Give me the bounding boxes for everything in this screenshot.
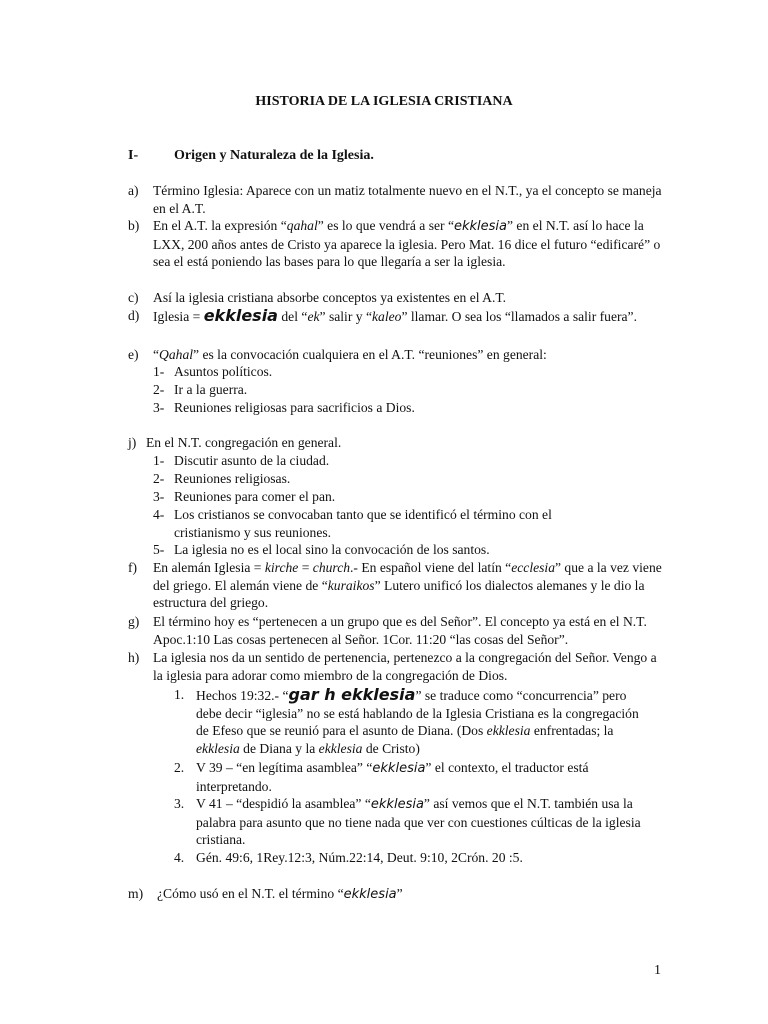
item-text: El término hoy es “pertenecen a un grupo que es del Señor”. El concepto ya está en el N.T. Apoc.1:10 Las cosas pertenecen al Señor. 1Cor. 11:20 “las cosas del Señor”.: [153, 614, 647, 647]
item-marker: g): [128, 614, 140, 629]
item-text: Así la iglesia cristiana absorbe conceptos ya existentes en el A.T.: [153, 290, 507, 305]
item-marker: e): [128, 347, 139, 362]
term-ekklesia: ekklesia: [370, 797, 424, 812]
term-ek: ek: [307, 309, 320, 324]
sub-item: 2- Reuniones religiosas.: [153, 471, 291, 486]
item-text: En el N.T. congregación en general.: [146, 435, 342, 450]
list-item-d: [128, 307, 668, 326]
list-item-h: [128, 649, 668, 684]
sub-item: 2- Ir a la guerra.: [153, 382, 248, 397]
list-item-b: [128, 217, 668, 271]
item-text: En alemán Iglesia = kirche = church.- En español viene del latín “ecclesia” que a la vez viene del griego. El alemán viene de “kuraikos” Lutero unificó los dialectos alemanes y le dio la estructura del griego.: [153, 560, 662, 611]
item-text: ¿Cómo usó en el N.T. el término “ekklesia”: [157, 886, 403, 902]
term-ekklesia: ekklesia: [372, 761, 426, 776]
list-item-e: [128, 346, 668, 364]
term-qahal: Qahal: [159, 347, 194, 362]
sub-item: 1- Asuntos políticos.: [153, 364, 273, 379]
section-heading: [128, 147, 374, 165]
numbered-item-2: 2. V 39 – “en legítima asamblea” “ekklesia” el contexto, el traductor está interpretando.: [174, 760, 589, 794]
sub-item: 3- Reuniones para comer el pan.: [153, 489, 336, 504]
item-text: En el A.T. la expresión “qahal” es lo que vendrá a ser “ekklesia” en el N.T. así lo hace la LXX, 200 años antes de Cristo ya aparece la iglesia. Pero Mat. 16 dice el futuro “edificaré” o sea el está poniendo las bases para lo que llegaría a ser la iglesia.: [153, 218, 661, 270]
item-text: Iglesia = ekklesia del “ek” salir y “kaleo” llamar. O sea los “llamados a salir fuera”.: [153, 306, 637, 325]
term-ekklesia: ekklesia: [203, 306, 278, 325]
numbered-item-3: 3. V 41 – “despidió la asamblea” “ekklesia” así vemos que el N.T. también usa la palabra para asunto que no tiene nada que ver con cuestiones cúlticas de la iglesia cristiana.: [174, 796, 641, 848]
item-text: La iglesia nos da un sentido de pertenencia, pertenezco a la congregación del Señor. Vengo a la iglesia para adorar como miembro de la congregación de Dios.: [153, 650, 657, 683]
numbered-item-1: 1. Hechos 19:32.- “gar h ekklesia” se traduce como “concurrencia” pero debe decir “iglesia” no se está hablando de la Iglesia Cristiana es la congregación de Efeso que se reunió para el asunto de Diana. (Dos ekklesia enfrentadas; la ekklesia de Diana y la ekklesia de Cristo): [174, 685, 639, 756]
term-qahal: qahal: [286, 218, 318, 233]
term-ekklesia: ekklesia: [453, 219, 507, 234]
term-kaleo: kaleo: [371, 309, 402, 324]
term-gar-h-ekklesia: gar h ekklesia: [288, 685, 416, 704]
section-number: I-: [128, 148, 139, 163]
item-marker: b): [128, 218, 140, 233]
sub-item: 1- Discutir asunto de la ciudad.: [153, 453, 330, 468]
item-text: “Qahal” es la convocación cualquiera en el A.T. “reuniones” en general:: [153, 347, 547, 362]
list-item-f: [128, 559, 668, 612]
list-item-a: [128, 182, 668, 217]
term-kirche: kirche: [264, 560, 299, 575]
list-item-g: [128, 613, 668, 648]
item-marker: h): [128, 650, 140, 665]
sub-item: 3- Reuniones religiosas para sacrificios a Dios.: [153, 400, 415, 415]
list-item-c: [128, 289, 668, 307]
term-ekklesia: ekklesia: [343, 887, 397, 902]
section-title: Origen y Naturaleza de la Iglesia.: [174, 148, 374, 163]
item-marker: m): [128, 886, 144, 901]
item-marker: f): [128, 560, 138, 575]
sub-item: 4- Los cristianos se convocaban tanto que se identificó el término con el cristianismo y sus reuniones.: [153, 507, 552, 540]
page-number: 1: [654, 963, 661, 978]
list-item-j: [128, 434, 668, 452]
numbered-item-4: 4. Gén. 49:6, 1Rey.12:3, Núm.22:14, Deut. 9:10, 2Crón. 20 :5.: [174, 850, 523, 865]
item-text: Término Iglesia: Aparece con un matiz totalmente nuevo en el N.T., ya el concepto se maneja en el A.T.: [153, 183, 662, 216]
item-marker: a): [128, 183, 139, 198]
item-marker: j): [128, 435, 137, 450]
list-item-m: [128, 885, 668, 904]
term-ecclesia: ecclesia: [511, 560, 555, 575]
item-marker: c): [128, 290, 139, 305]
term-church: church: [312, 560, 351, 575]
item-marker: d): [128, 308, 140, 323]
page-title: HISTORIA DE LA IGLESIA CRISTIANA: [255, 94, 513, 109]
sub-item: 5- La iglesia no es el local sino la convocación de los santos.: [153, 542, 490, 557]
term-kuraikos: kuraikos: [327, 577, 375, 593]
